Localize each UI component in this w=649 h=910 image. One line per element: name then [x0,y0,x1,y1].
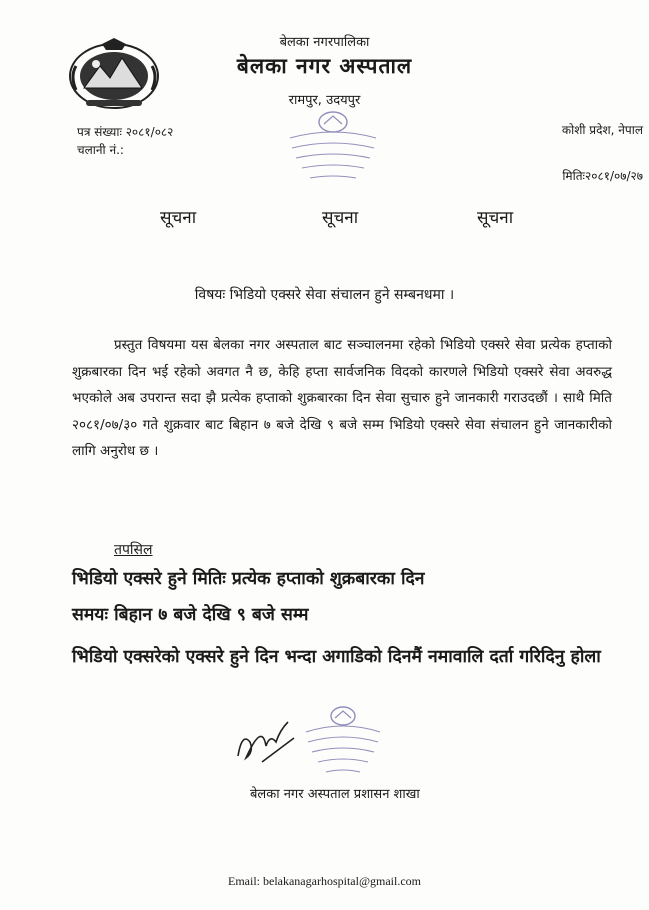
province-name: कोशी प्रदेश, नेपाल [561,123,643,137]
hospital-location: रामपुर, उदयपुर [288,93,361,108]
signature-office: बेलका नगर अस्पताल प्रशासन शाखा [250,787,420,802]
registration-instruction: भिडियो एक्सरेको एक्सरे हुने दिन भन्दा अगाडिको दिनमैं नमावालि दर्ता गरिदिनु होला [72,647,601,667]
notice-heading: सूचना [477,208,514,228]
notice-heading: सूचना [322,208,359,228]
xray-time-line: समयः बिहान ७ बजे देखि ९ बजे सम्म [72,605,309,625]
hospital-name: बेलका नगर अस्पताल [236,54,413,78]
letter-date: मितिः२०८१/०७/२७ [562,169,643,183]
xray-date-line: भिडियो एक्सरे हुने मितिः प्रत्येक हप्ताको शुक्रबारका दिन [72,569,425,589]
notice-body [72,332,612,465]
municipality-name: बेलका नगरपालिका [279,35,370,50]
details-heading: तपसिल [114,542,153,558]
dispatch-number: चलानी नं.: [77,143,124,157]
footer-email: Email: belakanagarhospital@gmail.com [228,874,421,888]
office-stamp-icon [300,704,386,782]
signature-icon [232,712,300,770]
letter-reference-number: पत्र संख्याः २०८१/०८२ [77,125,174,139]
notice-body-text: प्रस्तुत विषयमा यस बेलका नगर अस्पताल बाट सञ्चालनमा रहेको भिडियो एक्सरे सेवा प्रत्येक हप्ताको शुक्रबारका दिन भई रहेको अवगत नै छ, केहि हप्ता सार्वजनिक विदको कारणले भिडियो एक्सरे सेवा अवरुद्ध भएकोले अब उपरान्त सदा झै प्रत्येक हप्ताको शुक्रबारका दिन सेवा सुचारु हुने जानकारी गराउदछौं । साथै मिति २०८१/०७/३० गते शुक्रवार बाट बिहान ७ बजे देखि ९ बजे सम्म भिडियो एक्सरे सेवा संचालन हुने जानकारीको लागि अनुरोध छ । [72,337,612,459]
office-stamp-icon [280,108,386,190]
notice-subject: विषयः भिडियो एक्सरे सेवा संचालन हुने सम्बनधमा । [194,287,455,303]
notice-heading: सूचना [160,208,197,228]
